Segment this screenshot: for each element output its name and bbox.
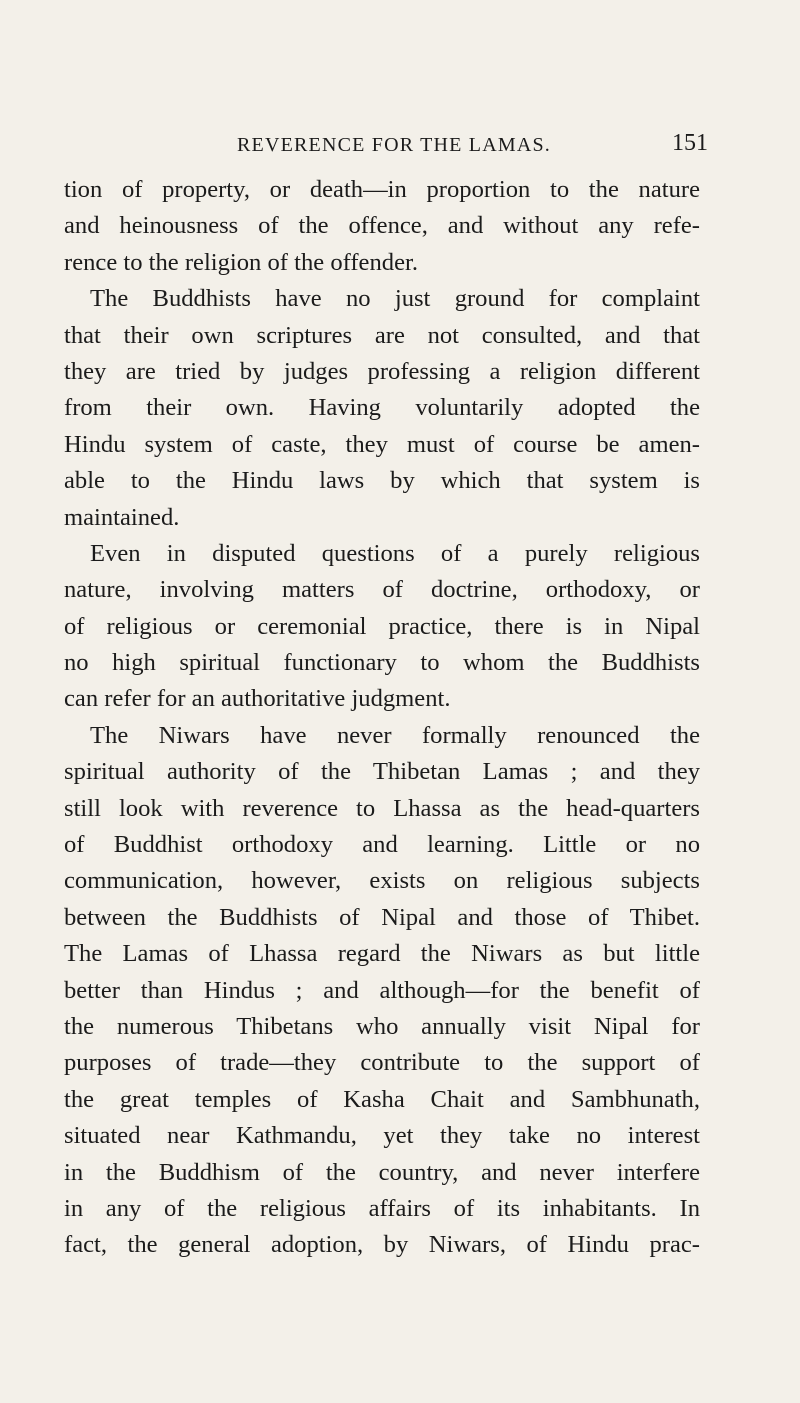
text-line: rence to the religion of the offender. <box>64 248 418 276</box>
text-line: that their own scriptures are not consulted, and that <box>64 321 700 349</box>
text-line: situated near Kathmandu, yet they take no interest <box>64 1122 700 1150</box>
text-line: they are tried by judges professing a religion different <box>64 357 700 385</box>
text-line: can refer for an authoritative judgment. <box>64 685 451 713</box>
text-line: in any of the religious affairs of its inhabitants. In <box>64 1194 700 1222</box>
text-line: better than Hindus ; and although—for the benefit of <box>64 976 700 1004</box>
body-text <box>64 172 700 1264</box>
text-line: The Niwars have never formally renounced the <box>90 721 700 749</box>
text-line: communication, however, exists on religious subjects <box>64 867 700 895</box>
text-line: The Lamas of Lhassa regard the Niwars as but little <box>64 940 700 968</box>
text-line: Even in disputed questions of a purely religious <box>90 539 700 567</box>
text-line: spiritual authority of the Thibetan Lamas ; and they <box>64 758 700 786</box>
text-line: fact, the general adoption, by Niwars, of Hindu prac- <box>64 1231 700 1259</box>
page-header <box>0 128 800 168</box>
text-line: and heinousness of the offence, and without any refe- <box>64 212 700 240</box>
text-line: maintained. <box>64 503 180 531</box>
text-line: able to the Hindu laws by which that system is <box>64 467 700 495</box>
text-line: nature, involving matters of doctrine, orthodoxy, or <box>64 576 700 604</box>
text-line: the great temples of Kasha Chait and Sambhunath, <box>64 1085 700 1113</box>
text-line: Hindu system of caste, they must of course be amen- <box>64 430 700 458</box>
text-line: between the Buddhists of Nipal and those of Thibet. <box>64 903 700 931</box>
text-line: of Buddhist orthodoxy and learning. Little or no <box>64 831 700 859</box>
text-line: The Buddhists have no just ground for complaint <box>90 285 700 313</box>
text-line: still look with reverence to Lhassa as the head-quarters <box>64 794 700 822</box>
text-line: tion of property, or death—in proportion to the nature <box>64 176 700 203</box>
text-line: the numerous Thibetans who annually visit Nipal for <box>64 1012 700 1040</box>
text-line: in the Buddhism of the country, and never interfere <box>64 1158 700 1186</box>
text-line: of religious or ceremonial practice, there is in Nipal <box>64 612 700 640</box>
text-line: from their own. Having voluntarily adopted the <box>64 394 700 422</box>
text-line: no high spiritual functionary to whom the Buddhists <box>64 649 700 677</box>
running-head: REVERENCE FOR THE LAMAS. <box>237 134 552 156</box>
page-number: 151 <box>672 130 708 156</box>
text-line: purposes of trade—they contribute to the support of <box>64 1049 700 1077</box>
